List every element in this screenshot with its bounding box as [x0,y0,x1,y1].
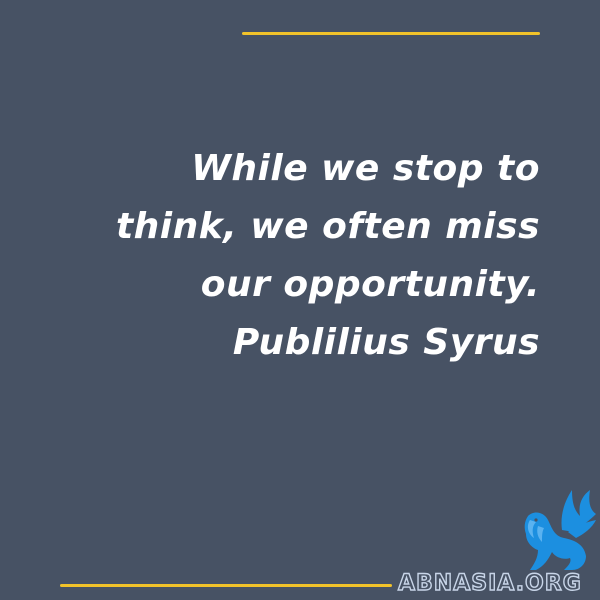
brand-name: ABNASIA.ORG [398,571,582,596]
bottom-accent-line [60,584,392,587]
quote-line-2: think, we often miss [115,206,540,247]
quote-line-1: While we stop to [191,148,540,189]
quote-author: Publilius Syrus [232,322,540,363]
quote-line-3: our opportunity. [200,264,540,305]
quote-block [80,140,540,372]
winged-lion-icon [520,486,598,572]
top-accent-line [242,32,540,35]
